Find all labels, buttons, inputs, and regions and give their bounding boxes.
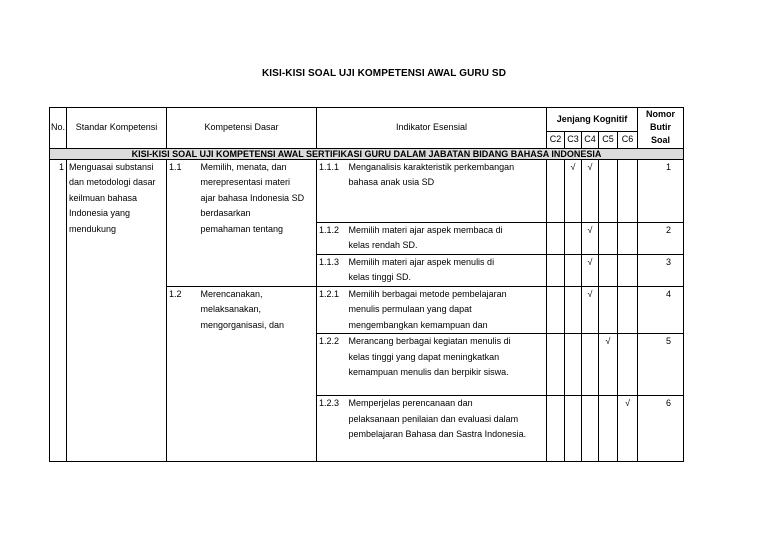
mark-c6 — [618, 254, 638, 286]
indicator-line: Memperjelas perencanaan dan — [348, 398, 473, 408]
mark-c6 — [618, 159, 638, 222]
kisi-kisi-table — [49, 107, 684, 462]
kd-line: melaksanakan, — [200, 304, 262, 314]
mark-c2 — [547, 286, 565, 334]
kd-line: berdasarkan — [200, 208, 251, 218]
header-level-c2: C2 — [547, 132, 565, 149]
mark-c3: √ — [565, 159, 582, 222]
sk-line: keilmuan bahasa — [69, 192, 138, 203]
item-number: 5 — [638, 334, 684, 396]
kd-line: Merencanakan, — [200, 288, 263, 299]
mark-c2 — [547, 396, 565, 462]
kd-text — [195, 159, 317, 286]
indicator-code: 1.2.2 — [317, 334, 347, 396]
header-nomor-line3: Soal — [651, 135, 671, 146]
header-no: No. — [50, 108, 67, 149]
kd-line: merepresentasi materi — [200, 177, 291, 187]
header-level-c6: C6 — [618, 132, 638, 149]
sk-line: Menguasai substansi — [69, 161, 154, 172]
item-number: 2 — [638, 222, 684, 254]
mark-c5 — [599, 396, 618, 462]
sk-line: dan metodologi dasar — [69, 177, 156, 187]
kd-line: pemahaman tentang — [200, 223, 284, 234]
mark-c4: √ — [582, 254, 599, 286]
header-nomor-line2: Butir — [650, 122, 672, 133]
header-level-c5: C5 — [599, 132, 618, 149]
mark-c3 — [565, 396, 582, 462]
mark-c5 — [599, 254, 618, 286]
indicator-text — [347, 334, 547, 396]
header-jenjang: Jenjang Kognitif — [547, 108, 638, 132]
indicator-text — [347, 286, 547, 334]
sk-line: Indonesia yang — [69, 208, 131, 218]
indicator-line: Memilih materi ajar aspek menulis di — [348, 256, 495, 267]
sk-number: 1 — [50, 159, 67, 462]
mark-c5 — [599, 222, 618, 254]
indicator-code: 1.2.3 — [317, 396, 347, 462]
mark-c4: √ — [582, 286, 599, 334]
mark-c4 — [582, 334, 599, 396]
header-standar: Standar Kompetensi — [67, 108, 167, 149]
sk-text — [67, 159, 167, 462]
indicator-code: 1.2.1 — [317, 286, 347, 334]
mark-c3 — [565, 334, 582, 396]
indicator-code: 1.1.2 — [317, 222, 347, 254]
item-number: 4 — [638, 286, 684, 334]
indicator-line: pembelajaran Bahasa dan Sastra Indonesia. — [348, 429, 527, 439]
indicator-code: 1.1.3 — [317, 254, 347, 286]
mark-c2 — [547, 159, 565, 222]
header-level-c3: C3 — [565, 132, 582, 149]
indicator-line: mengembangkan kemampuan dan — [348, 319, 488, 330]
header-nomor — [638, 108, 684, 149]
indicator-line: kelas rendah SD. — [348, 240, 418, 250]
indicator-code: 1.1.1 — [317, 159, 347, 222]
indicator-line: menulis permulaan yang dapat — [348, 304, 472, 314]
kd-code: 1.2 — [167, 286, 195, 462]
mark-c6 — [618, 222, 638, 254]
kd-code: 1.1 — [167, 159, 195, 286]
indicator-line: Memilih materi ajar aspek membaca di — [348, 224, 503, 235]
mark-c2 — [547, 254, 565, 286]
indicator-line: kemampuan menulis dan berpikir siswa. — [348, 367, 509, 377]
mark-c4: √ — [582, 222, 599, 254]
document-title: KISI-KISI SOAL UJI KOMPETENSI AWAL GURU SD — [261, 68, 507, 79]
mark-c3 — [565, 222, 582, 254]
section-band: KISI-KISI SOAL UJI KOMPETENSI AWAL SERTIFIKASI GURU DALAM JABATAN BIDANG BAHASA INDONESIA — [50, 148, 684, 159]
indicator-line: pelaksanaan penilaian dan evaluasi dalam — [348, 413, 519, 424]
mark-c6: √ — [618, 396, 638, 462]
mark-c2 — [547, 334, 565, 396]
mark-c6 — [618, 286, 638, 334]
header-kompetensi: Kompetensi Dasar — [167, 108, 317, 149]
item-number: 6 — [638, 396, 684, 462]
mark-c3 — [565, 254, 582, 286]
kd-line: ajar bahasa Indonesia SD — [200, 192, 305, 203]
mark-c2 — [547, 222, 565, 254]
kd-line: mengorganisasi, dan — [200, 319, 285, 330]
mark-c5 — [599, 286, 618, 334]
indicator-text — [347, 396, 547, 462]
mark-c5: √ — [599, 334, 618, 396]
indicator-text — [347, 254, 547, 286]
mark-c3 — [565, 286, 582, 334]
mark-c6 — [618, 334, 638, 396]
indicator-text — [347, 159, 547, 222]
kd-text — [195, 286, 317, 462]
header-indikator: Indikator Esensial — [317, 108, 547, 149]
indicator-line: kelas tinggi yang dapat meningkatkan — [348, 351, 500, 362]
indicator-line: Memilih berbagai metode pembelajaran — [348, 288, 507, 299]
indicator-text — [347, 222, 547, 254]
kd-line: Memilih, menata, dan — [200, 161, 287, 172]
mark-c4: √ — [582, 159, 599, 222]
header-level-c4: C4 — [582, 132, 599, 149]
mark-c4 — [582, 396, 599, 462]
item-number: 3 — [638, 254, 684, 286]
item-number: 1 — [638, 159, 684, 222]
indicator-line: Menganalisis karakteristik perkembangan — [348, 161, 515, 172]
indicator-line: kelas tinggi SD. — [348, 272, 412, 282]
header-nomor-line1: Nomor — [646, 109, 676, 120]
sk-line: mendukung — [69, 223, 117, 234]
mark-c5 — [599, 159, 618, 222]
indicator-line: Merancang berbagai kegiatan menulis di — [348, 336, 511, 346]
indicator-line: bahasa anak usia SD — [348, 177, 435, 187]
